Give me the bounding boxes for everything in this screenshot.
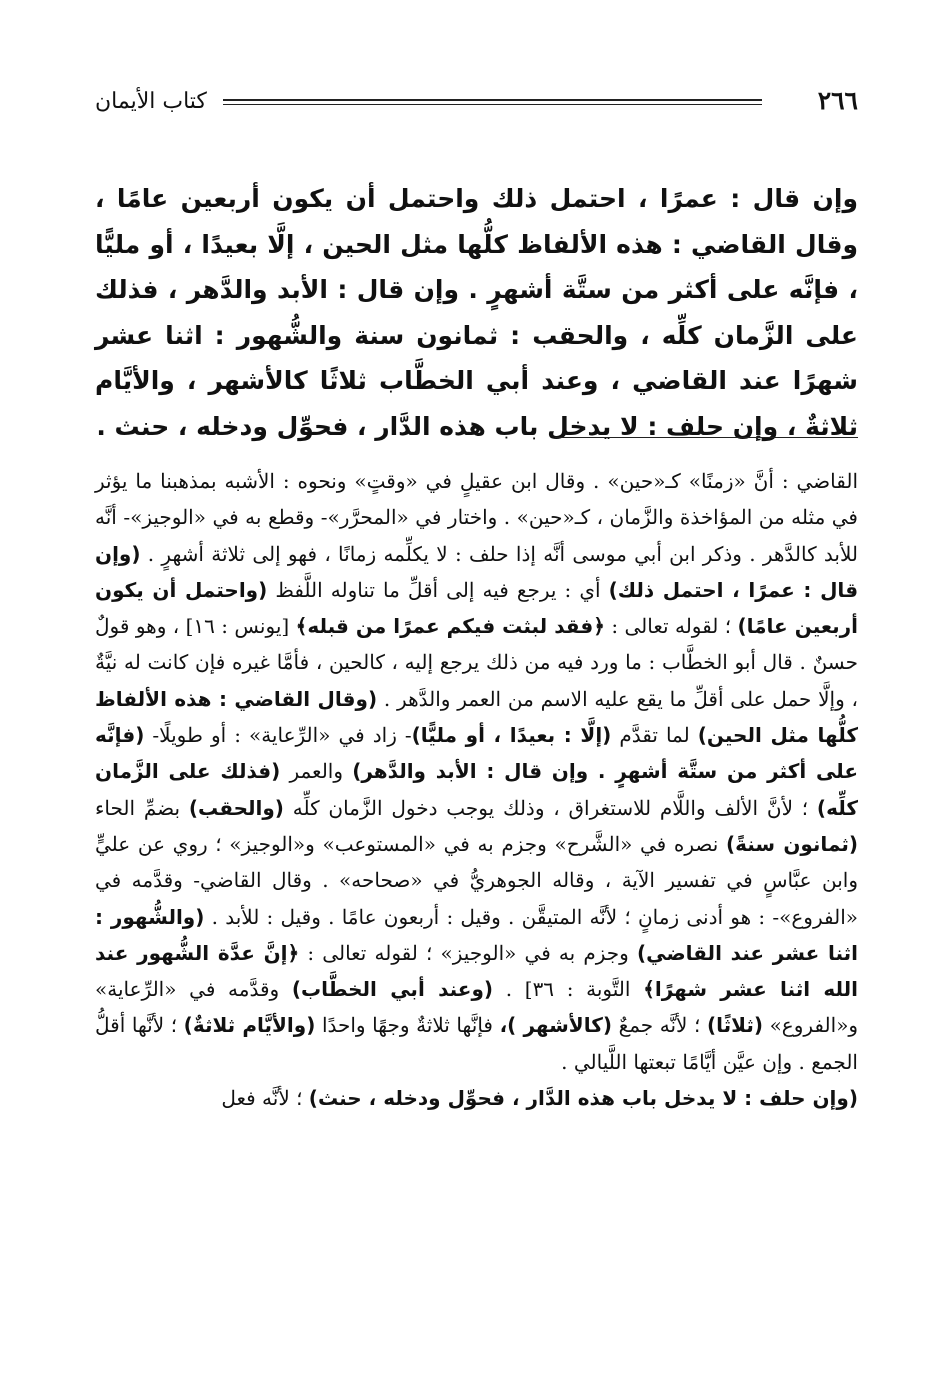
header-rule — [223, 99, 762, 105]
quoted-matn: (والشُّهور : اثنا عشر عند القاضي) — [95, 904, 859, 965]
commentary-text: لما تقدَّم — [619, 723, 690, 748]
quoted-matn: (والأيَّام ثلاثةٌ) — [183, 1013, 316, 1038]
quran-verse: ﴿فقد لبثت فيكم عمرًا من قبله﴾ — [295, 614, 605, 639]
commentary-text: التَّوبة : ٣٦] . — [505, 977, 631, 1002]
commentary-text: القاضي : أنَّ «زمنًا» كـ«حين» . وقال ابن عقيلٍ في «وقتٍ» ونحوه : الأشبه بمذهبنا ما يؤثر في مثله من المؤاخذة والزَّمان ، كـ«حين» . واختار في «المحرَّر»- وقطع به في «الوجيز»- أنَّه للأبد كالدَّهر . وذكر ابن أبي موسى أنَّه إذا حلف : لا يكلِّمه زمانًا ، فهو إلى ثلاثة أشهرٍ . — [95, 469, 858, 566]
commentary-text: [يونس : ١٦] ، وهو قولٌ حسنٌ . قال أبو الخطَّاب : ما ورد فيه من ذلك يرجع إليه ، كالحين ، فأمَّا غيره فإن كانت له نيَّةٌ ، وإلَّا حمل على أقلِّ ما يقع عليه الاسم من العمر والدَّهر . — [95, 614, 859, 711]
quran-verse: ﴿إنَّ عدَّة الشُّهور عند الله اثنا عشر شهرًا﴾ — [95, 940, 859, 1002]
quoted-matn: (إلَّا : بعيدًا ، أو مليًّا) — [411, 723, 612, 748]
footnote-separator — [555, 437, 858, 438]
commentary — [95, 463, 858, 1116]
commentary-text: وجزم به في «الوجيز» ؛ لقوله تعالى : — [307, 940, 629, 965]
commentary-text: والعمر — [289, 759, 344, 784]
quoted-matn: (وعند أبي الخطَّاب) — [291, 977, 494, 1002]
book-title: كتاب الأيمان — [95, 89, 207, 114]
quoted-matn: (واحتمل أن يكون أربعين عامًا) — [95, 577, 859, 639]
commentary-text: ؛ لقوله تعالى : — [611, 614, 732, 639]
page-number: ٢٦٦ — [817, 86, 858, 115]
quoted-matn: (فإنَّه على أكثر من ستَّة أشهرٍ . وإن قال : الأبد والدَّهر) — [95, 723, 859, 784]
quoted-matn: (وإن حلف : لا يدخل باب هذه الدَّار ، فحوِّل ودخله ، حنث) — [308, 1086, 858, 1111]
commentary-text: ؛ لأنَّه جمعٌ — [618, 1013, 701, 1038]
quoted-matn: (والحقب) — [188, 795, 284, 820]
commentary-text: ؛ لأنَّ الألف واللَّام للاستغراق ، وذلك يوجب دخول الزَّمان كلِّه — [292, 795, 809, 820]
commentary-text: - زاد في «الرِّعاية» : أو طويلًا- — [152, 723, 412, 748]
quoted-matn: (ثمانون سنةً) — [725, 831, 859, 856]
quoted-matn: (وإن قال : عمرًا ، احتمل ذلك) — [95, 541, 859, 602]
commentary-text: فإنَّها ثلاثةٌ وجهًا واحدًا — [321, 1013, 493, 1038]
main-text: وإن قال : عمرًا ، احتمل ذلك واحتمل أن يكون أربعين عامًا ، وقال القاضي : هذه الألفاظ كلُّها مثل الحين ، إلَّا بعيدًا ، أو مليًّا ، فإنَّه على أكثر من ستَّة أشهرٍ . وإن قال : الأبد والدَّهر ، فذلك على الزَّمان كلِّه ، والحقب : ثمانون سنة والشُّهور : اثنا عشر شهرًا عند القاضي ، وعند أبي الخطَّاب ثلاثًا كالأشهر ، والأيَّام ثلاثةٌ ، وإن حلف : لا يدخل باب هذه الدَّار ، فحوِّل ودخله ، حنث . — [95, 184, 858, 441]
commentary-text: نصره في «الشَّرح» وجزم به في «المستوعب» و«الوجيز» ؛ روي عن عليٍّ وابن عبَّاسٍ في تفسير الآية ، وقاله الجوهريُّ في «صحاحه» . وقال القاضي- وقدَّمه في «الفروع»- : هو أدنى زمانٍ ؛ لأنَّه المتيقَّن . وقيل : أربعون عامًا . وقيل : للأبد . — [95, 831, 859, 929]
quoted-matn: (فذلك على الزَّمان كلِّه) — [95, 759, 858, 820]
commentary-text: أي : يرجع فيه إلى أقلِّ ما تناوله اللَّفظ — [275, 577, 601, 602]
commentary-text: وقدَّمه في «الرِّعاية» و«الفروع» — [95, 977, 859, 1038]
quoted-matn: (كالأشهر )، — [499, 1013, 612, 1038]
commentary-text: بضمِّ الحاء — [95, 795, 181, 820]
commentary-text: ؛ لأنَّها أقلُّ الجمع . وإن عيَّن أيَّامًا تبعتها اللَّيالي . — [95, 1013, 858, 1074]
running-header — [95, 86, 858, 120]
quoted-matn: (وقال القاضي : هذه الألفاظ كلُّها مثل الحين) — [95, 686, 858, 748]
quoted-matn: (ثلاثًا) — [706, 1013, 763, 1038]
commentary-text: ؛ لأنَّه فعل — [221, 1086, 303, 1111]
